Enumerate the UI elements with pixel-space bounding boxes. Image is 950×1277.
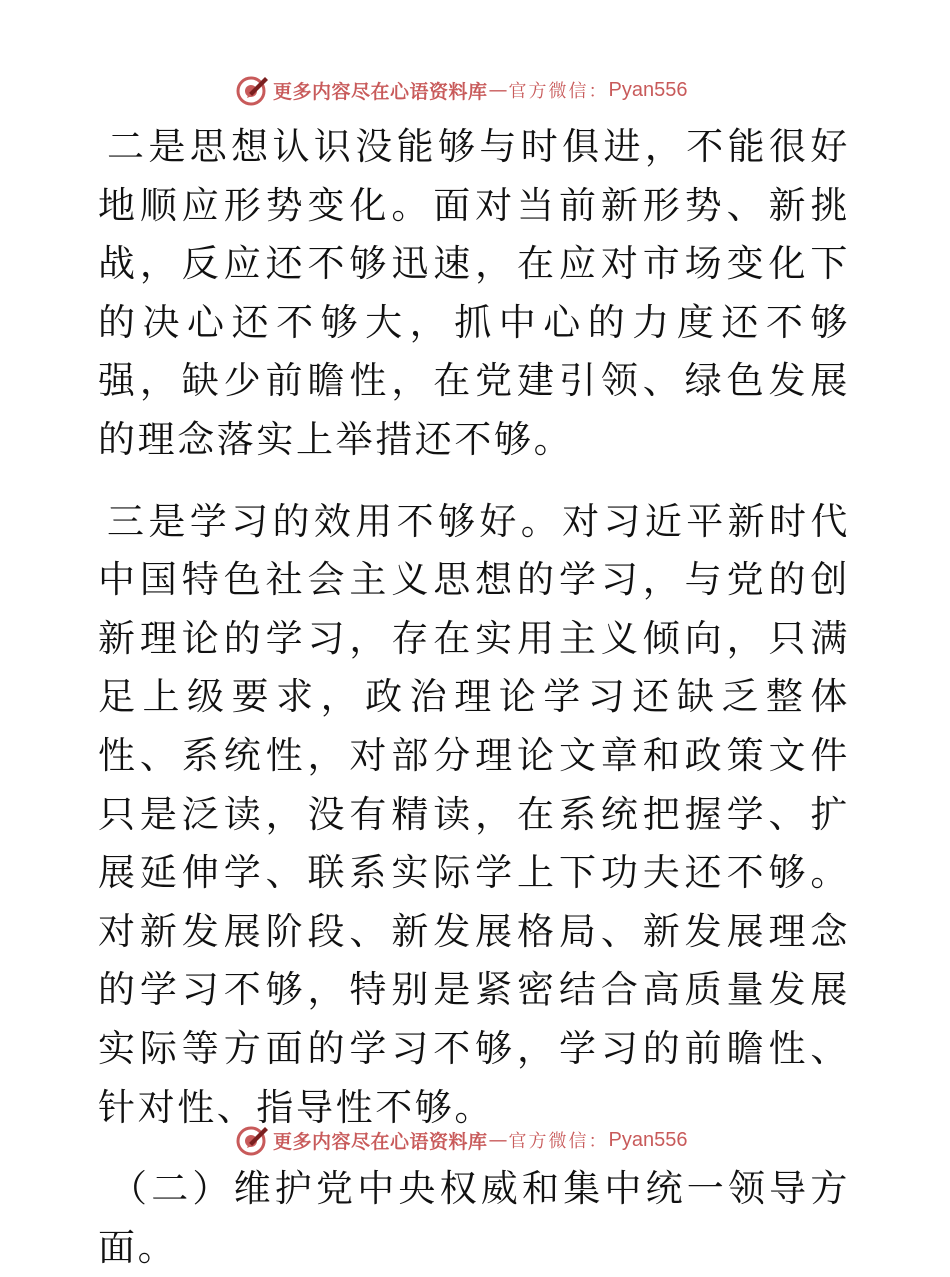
watermark-wechat-id: Pyan556	[608, 1128, 688, 1151]
watermark-wechat-id: Pyan556	[608, 78, 688, 101]
section-heading: （二）维护党中央权威和集中统一领导方面。	[98, 1167, 850, 1269]
watermark-label: 官方微信：	[508, 1131, 609, 1152]
paragraph-2: 三是学习的效用不够好。对习近平新时代中国特色社会主义思想的学习，与党的创新理论的学习，存在实用主义倾向，只满足上级要求，政治理论学习还缺乏整体性、系统性，对部分理论文章和政策文件只是泛读，没有精读，在系统把握学、扩展延伸学、联系实际学上下功夫还不够。对新发展阶段、新发展格局、新发展理念的学习不够，特别是紧密结合高质量发展实际等方面的学习不够，学习的前瞻性、针对性、指导性不够。	[98, 499, 850, 1129]
pen-logo-icon	[235, 1123, 269, 1157]
header-watermark	[235, 72, 755, 108]
watermark-dash: —	[488, 79, 508, 101]
watermark-brand: 更多内容尽在心语资料库	[273, 1130, 488, 1153]
document-body	[98, 118, 850, 1277]
paragraph-1: 二是思想认识没能够与时俱进，不能很好地顺应形势变化。面对当前新形势、新挑战，反应还不够迅速，在应对市场变化下的决心还不够大，抓中心的力度还不够强，缺少前瞻性，在党建引领、绿色发展的理念落实上举措还不够。	[98, 125, 850, 461]
pen-logo-icon	[235, 73, 269, 107]
watermark-label: 官方微信：	[508, 81, 609, 102]
footer-watermark	[235, 1122, 755, 1158]
watermark-dash: —	[488, 1129, 508, 1151]
watermark-brand: 更多内容尽在心语资料库	[273, 80, 488, 103]
